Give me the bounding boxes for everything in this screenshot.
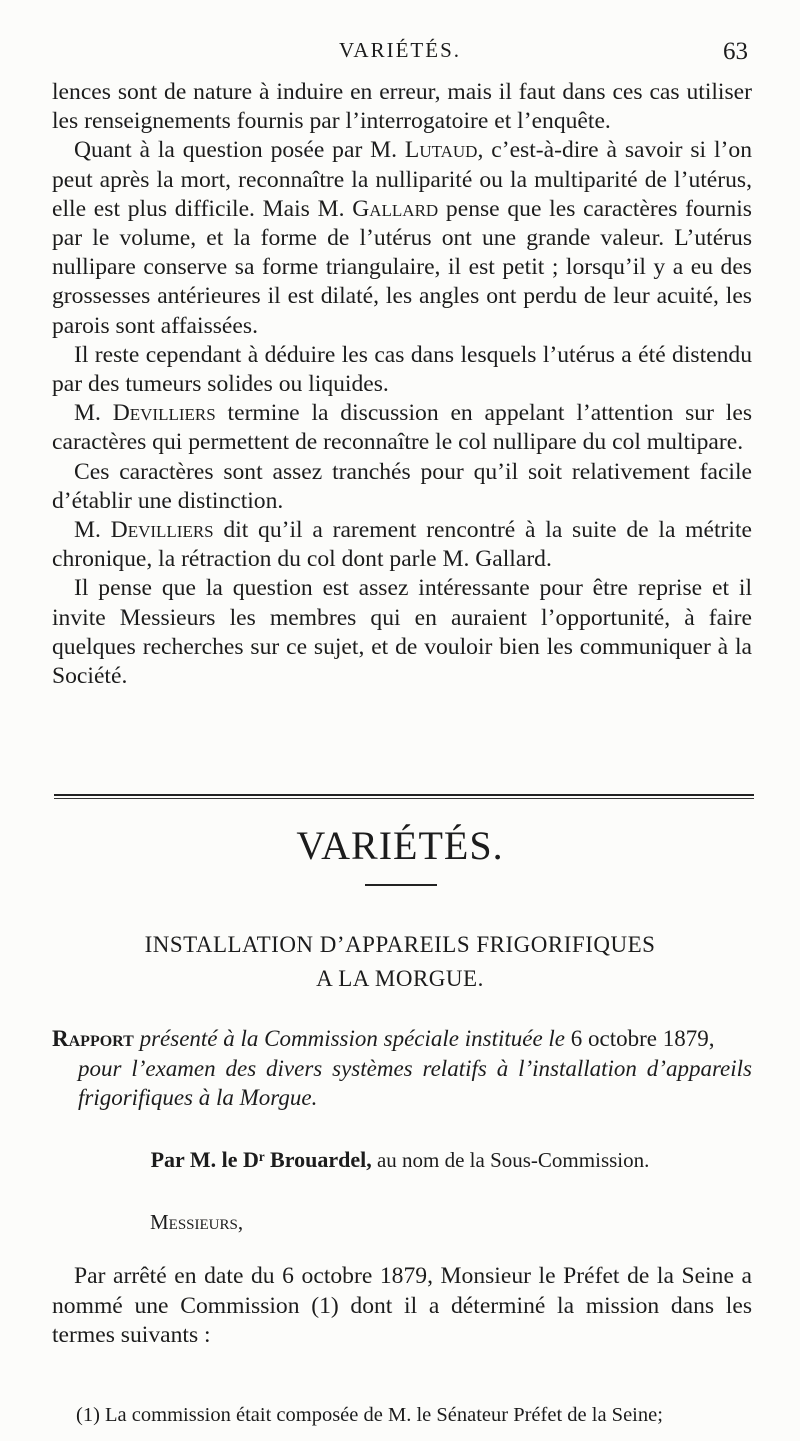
report-lead: Rapport: [52, 1026, 134, 1051]
author-name-lutaud: Lutaud: [404, 137, 478, 164]
section-divider-thin: [54, 798, 754, 799]
article-title: [0, 928, 800, 996]
author-name-devilliers: Devilliers: [112, 400, 216, 427]
author-name-gallard: Gallard: [352, 195, 439, 222]
paragraph-3: Il reste cependant à déduire les cas dans lesquels l’utérus a été distendu par des tumeurs solides ou liquides.: [52, 341, 752, 398]
report-text-1: présenté à la Commission spéciale instituée le: [139, 1026, 566, 1051]
report-date: 6 octobre 1879,: [570, 1026, 715, 1051]
author-name-devilliers-2: Devilliers: [110, 517, 214, 544]
p2-start: Quant à la question posée par M.: [74, 137, 398, 164]
section-title: VARIÉTÉS.: [296, 823, 504, 868]
byline: [0, 1147, 800, 1173]
report-heading: [52, 1024, 752, 1113]
running-title: VARIÉTÉS.: [338, 38, 462, 62]
p6-start: M.: [74, 517, 101, 544]
main-paragraph: [52, 1262, 752, 1351]
paragraph-4: [52, 399, 752, 457]
section-divider-thick: [54, 794, 754, 796]
report-text-2: pour l’examen des divers systèmes relatifs à l’installation d’appareils frigorifiques à la Morgue.: [78, 1055, 752, 1110]
paragraph-5: Ces caractères sont assez tranchés pour qu’il soit relativement facile d’établir une distinction.: [52, 458, 752, 514]
p6-end: dit qu’il a rarement rencontré à la suite de la métrite chronique, la rétraction du col dont parle M. Gallard.: [52, 517, 752, 573]
paragraph-1: lences sont de nature à induire en erreur, mais il faut dans ces cas utiliser les renseignements fournis par l’interrogatoire et l’enquête.: [52, 79, 752, 135]
byline-rest: au nom de la Sous-Commission.: [376, 1148, 650, 1172]
p4-end: termine la discussion en appelant l’attention sur les caractères qui permettent de reconnaître le col nullipare du col multipare.: [52, 400, 752, 456]
footnote: (1) La commission était composée de M. le Sénateur Préfet de la Seine;: [76, 1404, 663, 1426]
page-number: 63: [723, 38, 748, 65]
p2-end: pense que les caractères fournis par le volume, et la forme de l’utérus ont une grande valeur. L’utérus nullipare conserve sa forme triangulaire, il est petit ; lorsqu’il y a eu des grossesses antérieures il est dilaté, les angles ont perdu de leur acuité, les parois sont affaissées.: [52, 195, 752, 339]
section-title-rule: [365, 884, 437, 886]
main-paragraph-text: Par arrêté en date du 6 octobre 1879, Monsieur le Préfet de la Seine a nommé une Commission (1) dont il a déterminé la mission dans les termes suivants :: [52, 1263, 752, 1348]
byline-author: Par M. le Dʳ Brouardel,: [150, 1147, 372, 1172]
article-title-line-2: A LA MORGUE.: [316, 966, 484, 991]
paragraph-6: [52, 516, 752, 574]
salutation: Messieurs,: [150, 1210, 244, 1234]
p2-mid: , c’est-à-dire à savoir si l’on peut après la mort, reconnaître la nulliparité ou la multiparité de l’utérus, elle est plus difficile. Mais M.: [52, 137, 752, 222]
running-head: [52, 38, 748, 68]
article-title-line-1: INSTALLATION D’APPAREILS FRIGORIFIQUES: [144, 932, 656, 957]
p4-start: M.: [74, 400, 101, 427]
paragraph-7: Il pense que la question est assez intéressante pour être reprise et il invite Messieurs les membres qui en auraient l’opportunité, à faire quelques recherches sur ce sujet, et de vouloir bien les communiquer à la Société.: [52, 575, 752, 690]
paragraph-2: [52, 136, 752, 340]
body-text: [52, 78, 752, 691]
